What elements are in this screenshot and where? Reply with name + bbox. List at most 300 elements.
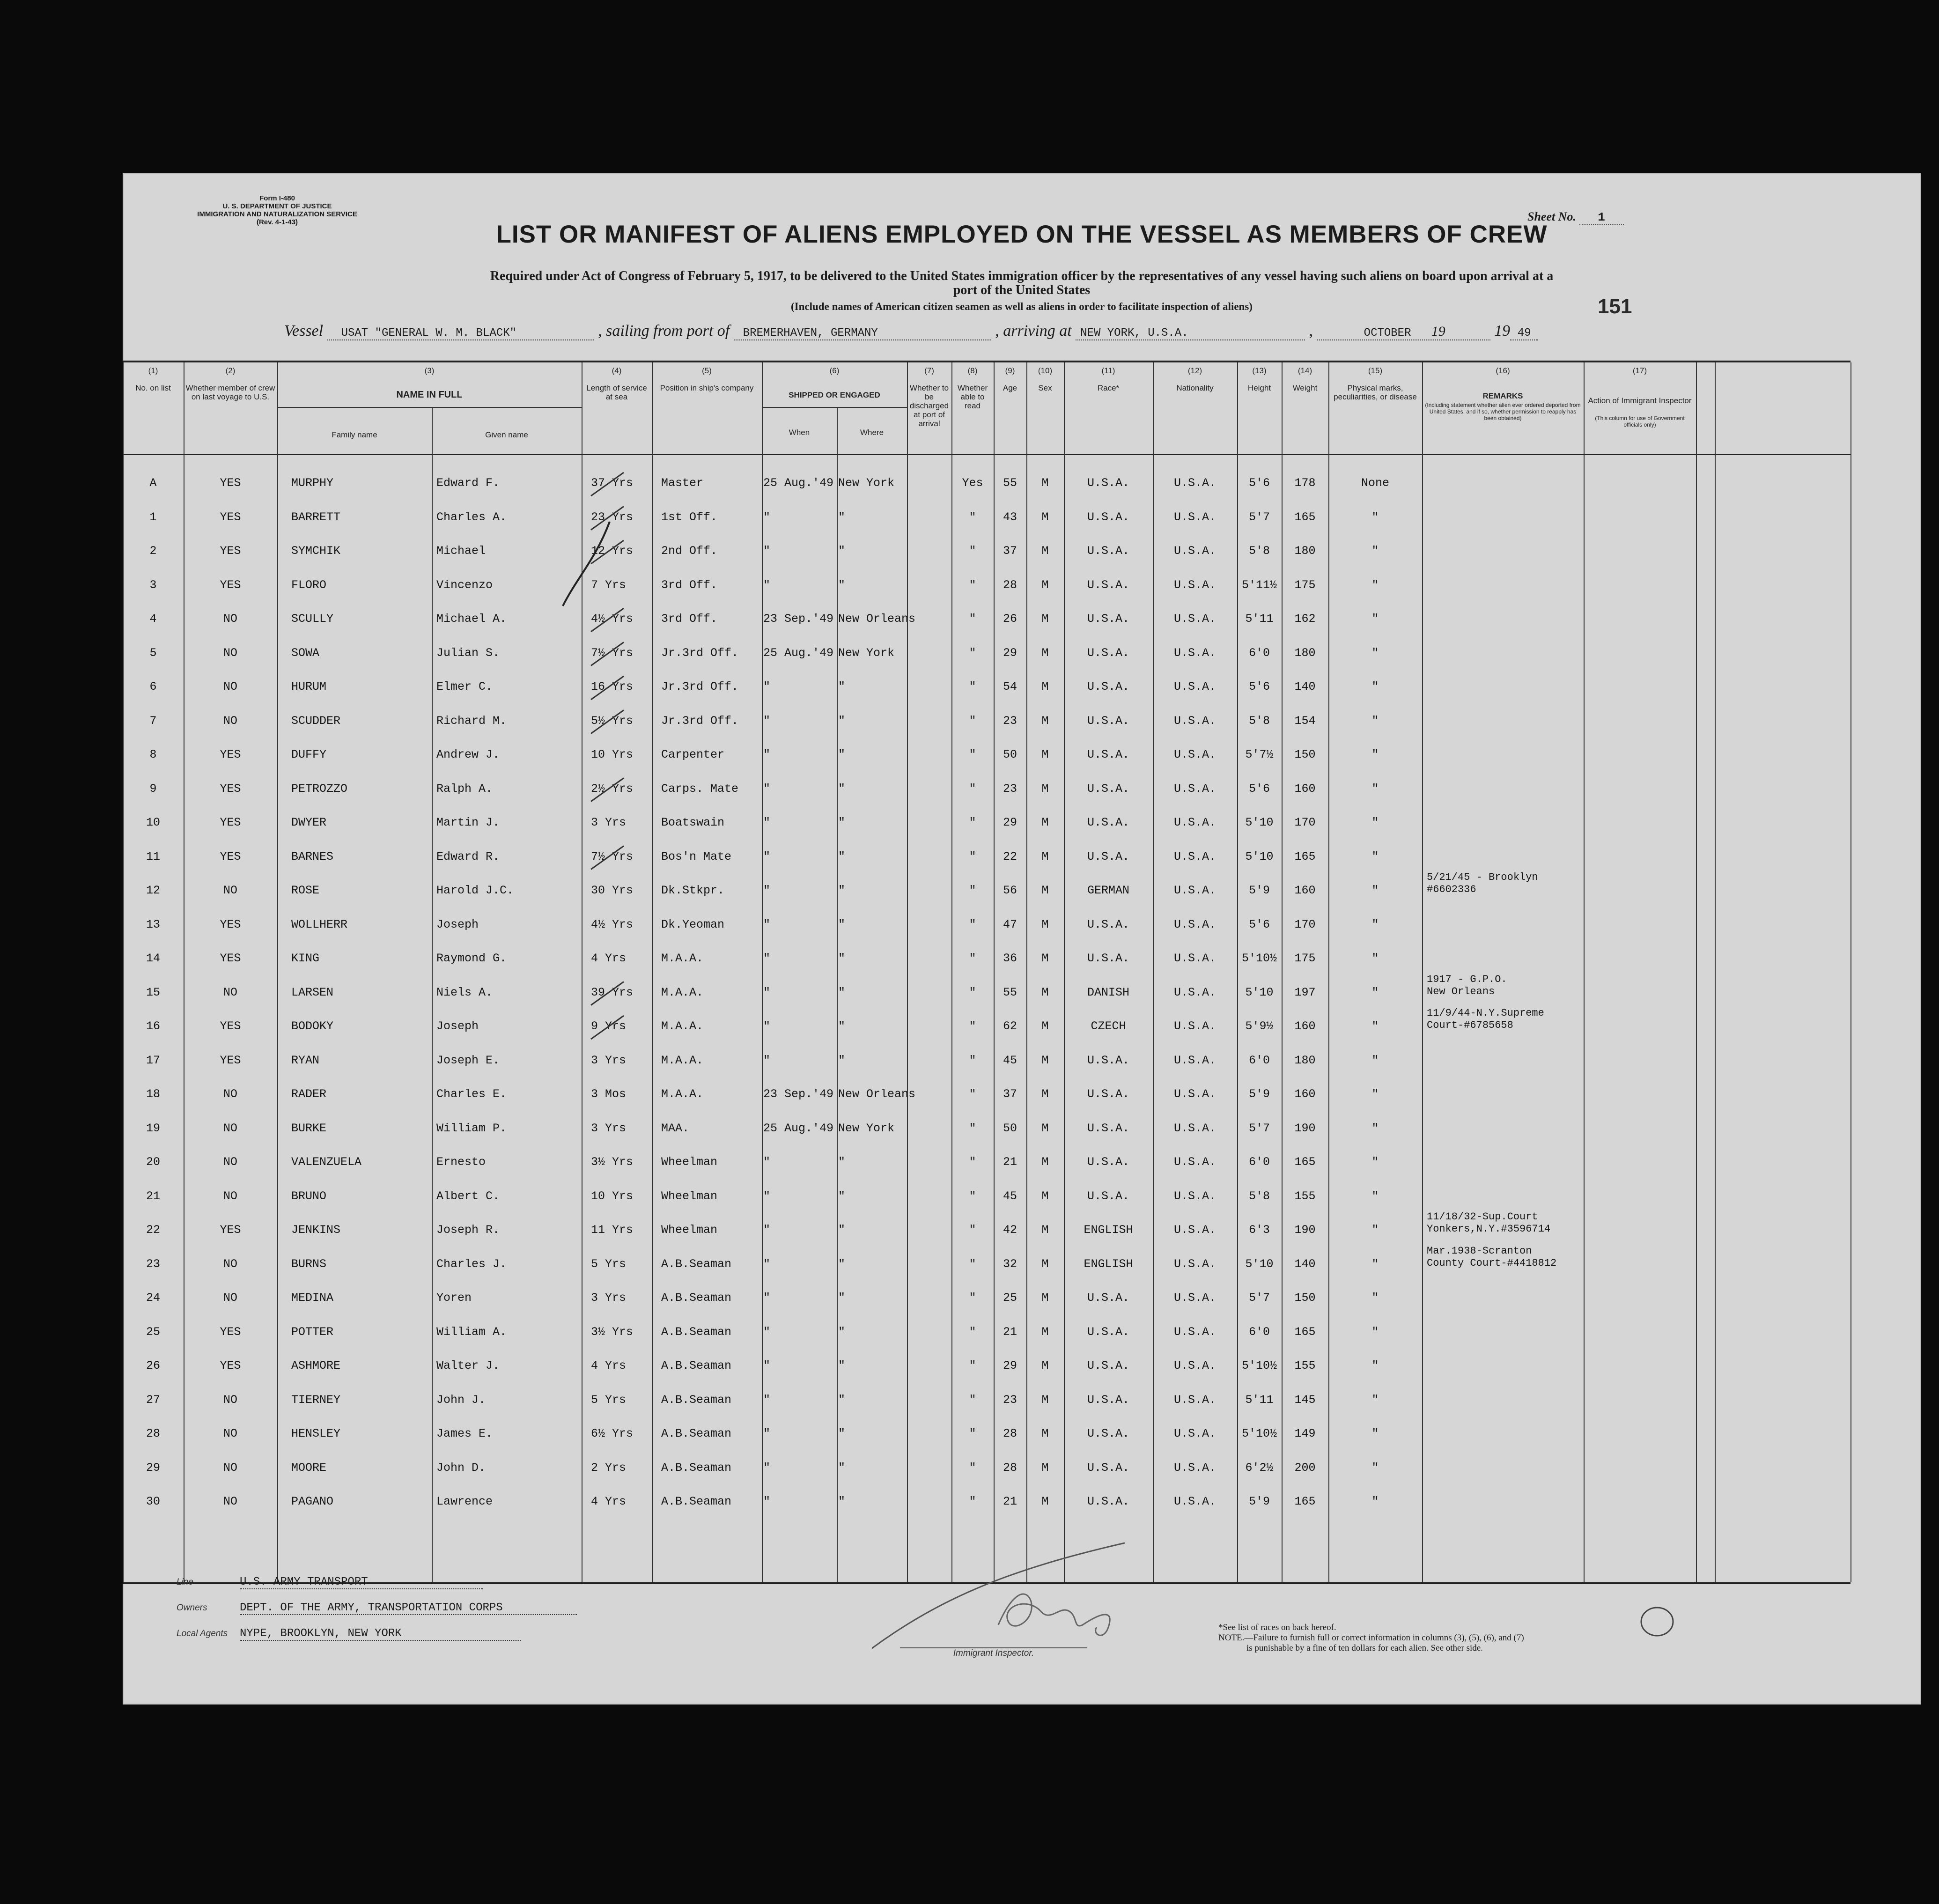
cell-marks: " bbox=[1371, 748, 1379, 761]
column-rule bbox=[1064, 362, 1065, 1582]
cell-no: 21 bbox=[146, 1189, 160, 1203]
cell-nat: U.S.A. bbox=[1173, 1291, 1216, 1305]
cell-age: 42 bbox=[1003, 1223, 1017, 1237]
cell-sex: M bbox=[1041, 1121, 1049, 1135]
cell-height: 6'0 bbox=[1248, 1053, 1270, 1067]
cell-weight: 140 bbox=[1294, 1257, 1316, 1271]
cell-marks: " bbox=[1371, 1461, 1379, 1475]
cell-weight: 155 bbox=[1294, 1189, 1316, 1203]
cell-nat: U.S.A. bbox=[1173, 1087, 1216, 1101]
cell-weight: 160 bbox=[1294, 1087, 1316, 1101]
cell-where: " bbox=[838, 680, 846, 694]
cell-family: PETROZZO bbox=[291, 782, 348, 796]
cell-age: 29 bbox=[1003, 816, 1017, 829]
cell-nat: U.S.A. bbox=[1173, 578, 1216, 592]
cell-marks: " bbox=[1371, 612, 1379, 626]
cell-given: Lawrence bbox=[436, 1495, 493, 1508]
cell-position: A.B.Seaman bbox=[661, 1291, 732, 1305]
cell-race: U.S.A. bbox=[1087, 1121, 1129, 1135]
cell-family: RYAN bbox=[291, 1053, 320, 1067]
cell-family: SCUDDER bbox=[291, 714, 341, 728]
cell-when: " bbox=[763, 952, 771, 965]
cell-where: " bbox=[838, 1359, 846, 1373]
inspector-label: Immigrant Inspector. bbox=[900, 1647, 1087, 1659]
cell-sex: M bbox=[1041, 952, 1049, 965]
cell-position: M.A.A. bbox=[661, 1053, 704, 1067]
cell-age: 50 bbox=[1003, 1121, 1017, 1135]
cell-last: YES bbox=[220, 1019, 241, 1033]
cell-height: 6'0 bbox=[1248, 1325, 1270, 1339]
cell-last: NO bbox=[223, 1087, 237, 1101]
cell-weight: 180 bbox=[1294, 1053, 1316, 1067]
cell-read: " bbox=[969, 714, 976, 728]
cell-race: U.S.A. bbox=[1087, 680, 1129, 694]
cell-marks: " bbox=[1371, 1393, 1379, 1407]
cell-service: 3½ Yrs bbox=[591, 1325, 634, 1339]
column-header-remarks-sub: (Including statement whether alien ever ordered deported from United States, and if so, whether permission to reapply has been obtained) bbox=[1425, 402, 1581, 421]
cell-race: U.S.A. bbox=[1087, 646, 1129, 660]
cell-read: " bbox=[969, 646, 976, 660]
column-header-action: Action of Immigrant Inspector bbox=[1588, 396, 1692, 405]
table-row bbox=[123, 604, 1696, 638]
cell-nat: U.S.A. bbox=[1173, 849, 1216, 863]
cell-last: YES bbox=[220, 578, 241, 592]
column-number: (12) bbox=[1187, 366, 1202, 375]
cell-age: 23 bbox=[1003, 714, 1017, 728]
cell-no: 29 bbox=[146, 1461, 160, 1475]
cell-service: 4 Yrs bbox=[591, 1495, 627, 1508]
table-row bbox=[123, 774, 1696, 808]
cell-position: Jr.3rd Off. bbox=[661, 646, 739, 660]
cell-where: " bbox=[838, 1325, 846, 1339]
cell-race: U.S.A. bbox=[1087, 612, 1129, 626]
cell-given: William P. bbox=[436, 1121, 507, 1135]
cell-where: New York bbox=[838, 476, 895, 490]
cell-position: M.A.A. bbox=[661, 985, 704, 999]
column-header-remarks: REMARKS bbox=[1482, 391, 1523, 400]
cell-sex: M bbox=[1041, 985, 1049, 999]
crew-table bbox=[123, 361, 1851, 1584]
cell-last: NO bbox=[223, 612, 237, 626]
table-row bbox=[123, 1351, 1696, 1385]
cell-sex: M bbox=[1041, 646, 1049, 660]
cell-no: 3 bbox=[149, 578, 157, 592]
cell-remarks: 11/9/44-N.Y.Supreme Court-#6785658 bbox=[1427, 1007, 1544, 1031]
column-number: (7) bbox=[924, 366, 934, 375]
table-row bbox=[123, 1486, 1696, 1520]
cell-marks: " bbox=[1371, 646, 1379, 660]
cell-when: " bbox=[763, 1291, 771, 1305]
cell-service: 7 Yrs bbox=[591, 578, 627, 592]
cell-height: 6'3 bbox=[1248, 1223, 1270, 1237]
column-header: Sex bbox=[1038, 384, 1052, 392]
tally-mark bbox=[591, 676, 624, 700]
cell-age: 54 bbox=[1003, 680, 1017, 694]
column-rule bbox=[123, 362, 124, 1582]
table-row bbox=[123, 1211, 1696, 1249]
cell-no: A bbox=[149, 476, 157, 490]
cell-marks: " bbox=[1371, 985, 1379, 999]
tally-mark bbox=[591, 778, 624, 802]
cell-no: 8 bbox=[149, 748, 157, 761]
cell-where: " bbox=[838, 510, 846, 524]
table-row bbox=[123, 1317, 1696, 1351]
cell-last: NO bbox=[223, 1121, 237, 1135]
cell-sex: M bbox=[1041, 1291, 1049, 1305]
cell-given: Joseph E. bbox=[436, 1053, 500, 1067]
cell-marks: " bbox=[1371, 849, 1379, 863]
cell-race: ENGLISH bbox=[1084, 1223, 1133, 1237]
cell-given: Walter J. bbox=[436, 1359, 500, 1373]
cell-where: New Orleans bbox=[838, 612, 916, 626]
column-number: (11) bbox=[1101, 366, 1115, 375]
cell-nat: U.S.A. bbox=[1173, 476, 1216, 490]
cell-where: " bbox=[838, 1461, 846, 1475]
cell-weight: 160 bbox=[1294, 884, 1316, 897]
cell-when: " bbox=[763, 1257, 771, 1271]
cell-when: " bbox=[763, 510, 771, 524]
cell-sex: M bbox=[1041, 1053, 1049, 1067]
cell-sex: M bbox=[1041, 1427, 1049, 1440]
cell-when: " bbox=[763, 816, 771, 829]
cell-sex: M bbox=[1041, 1495, 1049, 1508]
cell-no: 16 bbox=[146, 1019, 160, 1033]
cell-where: New York bbox=[838, 1121, 895, 1135]
line-label: Line bbox=[177, 1577, 193, 1587]
cell-no: 28 bbox=[146, 1427, 160, 1440]
cell-age: 21 bbox=[1003, 1325, 1017, 1339]
cell-sex: M bbox=[1041, 1393, 1049, 1407]
cell-no: 26 bbox=[146, 1359, 160, 1373]
cell-weight: 170 bbox=[1294, 816, 1316, 829]
cell-nat: U.S.A. bbox=[1173, 1359, 1216, 1373]
cell-position: Boatswain bbox=[661, 816, 725, 829]
cell-marks: " bbox=[1371, 680, 1379, 694]
cell-read: " bbox=[969, 849, 976, 863]
sailing-label: , sailing from port of bbox=[598, 322, 730, 339]
cell-position: M.A.A. bbox=[661, 1087, 704, 1101]
cell-last: NO bbox=[223, 1291, 237, 1305]
cell-nat: U.S.A. bbox=[1173, 1427, 1216, 1440]
cell-remarks: 5/21/45 - Brooklyn #6602336 bbox=[1427, 871, 1538, 895]
cell-height: 5'11 bbox=[1245, 612, 1274, 626]
cell-last: YES bbox=[220, 510, 241, 524]
cell-read: " bbox=[969, 1019, 976, 1033]
cell-marks: " bbox=[1371, 1325, 1379, 1339]
cell-sex: M bbox=[1041, 1359, 1049, 1373]
cell-when: " bbox=[763, 1495, 771, 1508]
cell-where: " bbox=[838, 748, 846, 761]
cell-given: Joseph bbox=[436, 917, 479, 931]
cell-weight: 150 bbox=[1294, 748, 1316, 761]
cell-position: 3rd Off. bbox=[661, 612, 718, 626]
cell-race: U.S.A. bbox=[1087, 952, 1129, 965]
cell-marks: " bbox=[1371, 544, 1379, 558]
cell-where: " bbox=[838, 1189, 846, 1203]
cell-weight: 178 bbox=[1294, 476, 1316, 490]
column-number: (1) bbox=[148, 366, 158, 375]
column-rule bbox=[1328, 362, 1329, 1582]
cell-service: 6½ Yrs bbox=[591, 1427, 634, 1440]
cell-family: LARSEN bbox=[291, 985, 334, 999]
cell-race: U.S.A. bbox=[1087, 849, 1129, 863]
table-row bbox=[123, 672, 1696, 706]
column-rule bbox=[1282, 362, 1283, 1582]
cell-height: 5'10½ bbox=[1241, 1359, 1277, 1373]
cell-marks: " bbox=[1371, 578, 1379, 592]
cell-no: 20 bbox=[146, 1155, 160, 1169]
cell-family: RADER bbox=[291, 1087, 327, 1101]
cell-sex: M bbox=[1041, 680, 1049, 694]
cell-last: YES bbox=[220, 1053, 241, 1067]
cell-marks: " bbox=[1371, 1155, 1379, 1169]
subheader-rule bbox=[277, 407, 582, 408]
cell-race: U.S.A. bbox=[1087, 816, 1129, 829]
cell-race: U.S.A. bbox=[1087, 544, 1129, 558]
form-number: Form I-480 bbox=[259, 194, 295, 202]
cell-nat: U.S.A. bbox=[1173, 1393, 1216, 1407]
cell-position: 1st Off. bbox=[661, 510, 718, 524]
cell-position: Dk.Yeoman bbox=[661, 917, 725, 931]
cell-age: 56 bbox=[1003, 884, 1017, 897]
cell-service: 3 Mos bbox=[591, 1087, 627, 1101]
cell-age: 23 bbox=[1003, 782, 1017, 796]
cell-read: " bbox=[969, 578, 976, 592]
cell-race: U.S.A. bbox=[1087, 1291, 1129, 1305]
cell-last: NO bbox=[223, 1155, 237, 1169]
cell-read: " bbox=[969, 748, 976, 761]
cell-marks: " bbox=[1371, 1189, 1379, 1203]
cell-family: SYMCHIK bbox=[291, 544, 341, 558]
table-row bbox=[123, 807, 1696, 841]
cell-race: U.S.A. bbox=[1087, 510, 1129, 524]
cell-where: " bbox=[838, 578, 846, 592]
cell-read: " bbox=[969, 816, 976, 829]
cell-nat: U.S.A. bbox=[1173, 782, 1216, 796]
cell-remarks: 1917 - G.P.O. New Orleans bbox=[1427, 973, 1507, 997]
cell-where: " bbox=[838, 884, 846, 897]
cell-position: M.A.A. bbox=[661, 1019, 704, 1033]
cell-marks: " bbox=[1371, 1223, 1379, 1237]
cell-no: 24 bbox=[146, 1291, 160, 1305]
cell-race: U.S.A. bbox=[1087, 1189, 1129, 1203]
cell-family: SCULLY bbox=[291, 612, 334, 626]
cell-given: Charles J. bbox=[436, 1257, 507, 1271]
cell-read: " bbox=[969, 1053, 976, 1067]
cell-family: KING bbox=[291, 952, 320, 965]
table-row bbox=[123, 943, 1696, 977]
cell-service: 4½ Yrs bbox=[591, 917, 634, 931]
arriving-label: , arriving at bbox=[995, 322, 1072, 339]
cell-sex: M bbox=[1041, 748, 1049, 761]
table-row bbox=[123, 706, 1696, 740]
table-row bbox=[123, 1283, 1696, 1317]
cell-no: 18 bbox=[146, 1087, 160, 1101]
cell-service: 5½ Yrs bbox=[591, 714, 634, 728]
cell-nat: U.S.A. bbox=[1173, 1223, 1216, 1237]
cell-given: Ernesto bbox=[436, 1155, 486, 1169]
cell-race: U.S.A. bbox=[1087, 1155, 1129, 1169]
cell-height: 6'0 bbox=[1248, 646, 1270, 660]
cell-position: Wheelman bbox=[661, 1223, 718, 1237]
cell-service: 3 Yrs bbox=[591, 1291, 627, 1305]
cell-sex: M bbox=[1041, 612, 1049, 626]
cell-height: 5'10 bbox=[1245, 1257, 1274, 1271]
cell-when: " bbox=[763, 849, 771, 863]
cell-family: ROSE bbox=[291, 884, 320, 897]
cell-read: " bbox=[969, 1393, 976, 1407]
cell-read: " bbox=[969, 1325, 976, 1339]
vessel-label: Vessel bbox=[284, 322, 324, 339]
tally-mark bbox=[591, 982, 624, 1005]
table-row bbox=[123, 909, 1696, 944]
cell-last: NO bbox=[223, 1427, 237, 1440]
cell-when: " bbox=[763, 1325, 771, 1339]
cell-service: 30 Yrs bbox=[591, 884, 634, 897]
cell-race: U.S.A. bbox=[1087, 1053, 1129, 1067]
cell-position: Carps. Mate bbox=[661, 782, 739, 796]
column-rule bbox=[1715, 362, 1716, 1582]
arrival-day: 19 bbox=[1431, 324, 1445, 339]
cell-race: U.S.A. bbox=[1087, 917, 1129, 931]
cell-no: 6 bbox=[149, 680, 157, 694]
cell-sex: M bbox=[1041, 1223, 1049, 1237]
cell-read: " bbox=[969, 1223, 976, 1237]
cell-last: NO bbox=[223, 1461, 237, 1475]
cell-given: William A. bbox=[436, 1325, 507, 1339]
manifest-sheet bbox=[123, 173, 1921, 1705]
line-value: U.S. ARMY TRANSPORT bbox=[240, 1576, 483, 1589]
cell-service: 3 Yrs bbox=[591, 1121, 627, 1135]
cell-race: U.S.A. bbox=[1087, 1461, 1129, 1475]
sailing-port: BREMERHAVEN, GERMANY bbox=[734, 327, 991, 340]
column-header: Age bbox=[1003, 384, 1017, 392]
cell-no: 14 bbox=[146, 952, 160, 965]
cell-given: Charles E. bbox=[436, 1087, 507, 1101]
cell-nat: U.S.A. bbox=[1173, 1053, 1216, 1067]
cell-family: HENSLEY bbox=[291, 1427, 341, 1440]
cell-position: A.B.Seaman bbox=[661, 1461, 732, 1475]
cell-when: " bbox=[763, 1019, 771, 1033]
cell-age: 29 bbox=[1003, 646, 1017, 660]
arrival-date bbox=[1317, 324, 1490, 340]
cell-position: Wheelman bbox=[661, 1155, 718, 1169]
cell-marks: " bbox=[1371, 884, 1379, 897]
cell-service: 2½ Yrs bbox=[591, 782, 634, 796]
cell-no: 9 bbox=[149, 782, 157, 796]
cell-weight: 165 bbox=[1294, 1155, 1316, 1169]
cell-read: " bbox=[969, 1291, 976, 1305]
cell-marks: " bbox=[1371, 510, 1379, 524]
cell-height: 5'11 bbox=[1245, 1393, 1274, 1407]
cell-when: 23 Sep.'49 bbox=[763, 1087, 834, 1101]
cell-position: 3rd Off. bbox=[661, 578, 718, 592]
cell-weight: 165 bbox=[1294, 1325, 1316, 1339]
column-header: Position in ship's company bbox=[660, 384, 754, 392]
cell-age: 29 bbox=[1003, 1359, 1017, 1373]
table-row bbox=[123, 739, 1696, 774]
page-stamp: 151 bbox=[1598, 295, 1632, 318]
cell-nat: U.S.A. bbox=[1173, 1325, 1216, 1339]
cell-where: " bbox=[838, 1019, 846, 1033]
cell-race: U.S.A. bbox=[1087, 1495, 1129, 1508]
cell-sex: M bbox=[1041, 1257, 1049, 1271]
cell-age: 21 bbox=[1003, 1155, 1017, 1169]
column-number: (13) bbox=[1252, 366, 1267, 375]
cell-sex: M bbox=[1041, 476, 1049, 490]
cell-service: 4½ Yrs bbox=[591, 612, 634, 626]
cell-service: 9 Yrs bbox=[591, 1019, 627, 1033]
cell-position: M.A.A. bbox=[661, 952, 704, 965]
tally-mark bbox=[591, 846, 624, 870]
cell-no: 1 bbox=[149, 510, 157, 524]
column-number: (15) bbox=[1368, 366, 1383, 375]
column-number: (5) bbox=[702, 366, 712, 375]
cell-marks: " bbox=[1371, 1121, 1379, 1135]
cell-remarks: Mar.1938-Scranton County Court-#4418812 bbox=[1427, 1245, 1557, 1269]
cell-height: 5'6 bbox=[1248, 782, 1270, 796]
form-service: IMMIGRATION AND NATURALIZATION SERVICE bbox=[197, 210, 357, 218]
cell-race: U.S.A. bbox=[1087, 578, 1129, 592]
cell-given: Edward F. bbox=[436, 476, 500, 490]
cell-family: MOORE bbox=[291, 1461, 327, 1475]
cell-nat: U.S.A. bbox=[1173, 985, 1216, 999]
cell-weight: 180 bbox=[1294, 544, 1316, 558]
column-header: Whether member of crew on last voyage to U.S. bbox=[185, 384, 275, 401]
tally-mark bbox=[591, 710, 624, 734]
cell-race: U.S.A. bbox=[1087, 748, 1129, 761]
cell-read: " bbox=[969, 544, 976, 558]
cell-given: Ralph A. bbox=[436, 782, 493, 796]
cell-sex: M bbox=[1041, 917, 1049, 931]
cell-age: 55 bbox=[1003, 476, 1017, 490]
form-department: U. S. DEPARTMENT OF JUSTICE bbox=[222, 202, 332, 210]
cell-service: 4 Yrs bbox=[591, 1359, 627, 1373]
cell-service: 2 Yrs bbox=[591, 1461, 627, 1475]
cell-sex: M bbox=[1041, 1325, 1049, 1339]
cell-weight: 160 bbox=[1294, 1019, 1316, 1033]
cell-race: U.S.A. bbox=[1087, 1087, 1129, 1101]
cell-weight: 154 bbox=[1294, 714, 1316, 728]
cell-age: 36 bbox=[1003, 952, 1017, 965]
cell-given: Raymond G. bbox=[436, 952, 507, 965]
cell-family: BARNES bbox=[291, 849, 334, 863]
column-rule bbox=[907, 362, 908, 1582]
cell-service: 4 Yrs bbox=[591, 952, 627, 965]
tally-mark bbox=[591, 608, 624, 632]
cell-service: 39 Yrs bbox=[591, 985, 634, 999]
cell-where: " bbox=[838, 816, 846, 829]
cell-given: Charles A. bbox=[436, 510, 507, 524]
cell-sex: M bbox=[1041, 1461, 1049, 1475]
circled-mark bbox=[1637, 1604, 1680, 1641]
cell-position: Jr.3rd Off. bbox=[661, 680, 739, 694]
cell-read: " bbox=[969, 1257, 976, 1271]
cell-where: " bbox=[838, 1223, 846, 1237]
cell-service: 3 Yrs bbox=[591, 816, 627, 829]
cell-age: 43 bbox=[1003, 510, 1017, 524]
cell-height: 6'0 bbox=[1248, 1155, 1270, 1169]
cell-height: 5'10 bbox=[1245, 849, 1274, 863]
cell-sex: M bbox=[1041, 1087, 1049, 1101]
cell-family: POTTER bbox=[291, 1325, 334, 1339]
cell-height: 5'6 bbox=[1248, 680, 1270, 694]
cell-given: Harold J.C. bbox=[436, 884, 514, 897]
column-rule bbox=[951, 362, 952, 1582]
cell-service: 10 Yrs bbox=[591, 1189, 634, 1203]
penalty-note-2: is punishable by a fine of ten dollars for each alien. See other side. bbox=[1246, 1643, 1483, 1653]
tally-mark bbox=[591, 1016, 624, 1039]
